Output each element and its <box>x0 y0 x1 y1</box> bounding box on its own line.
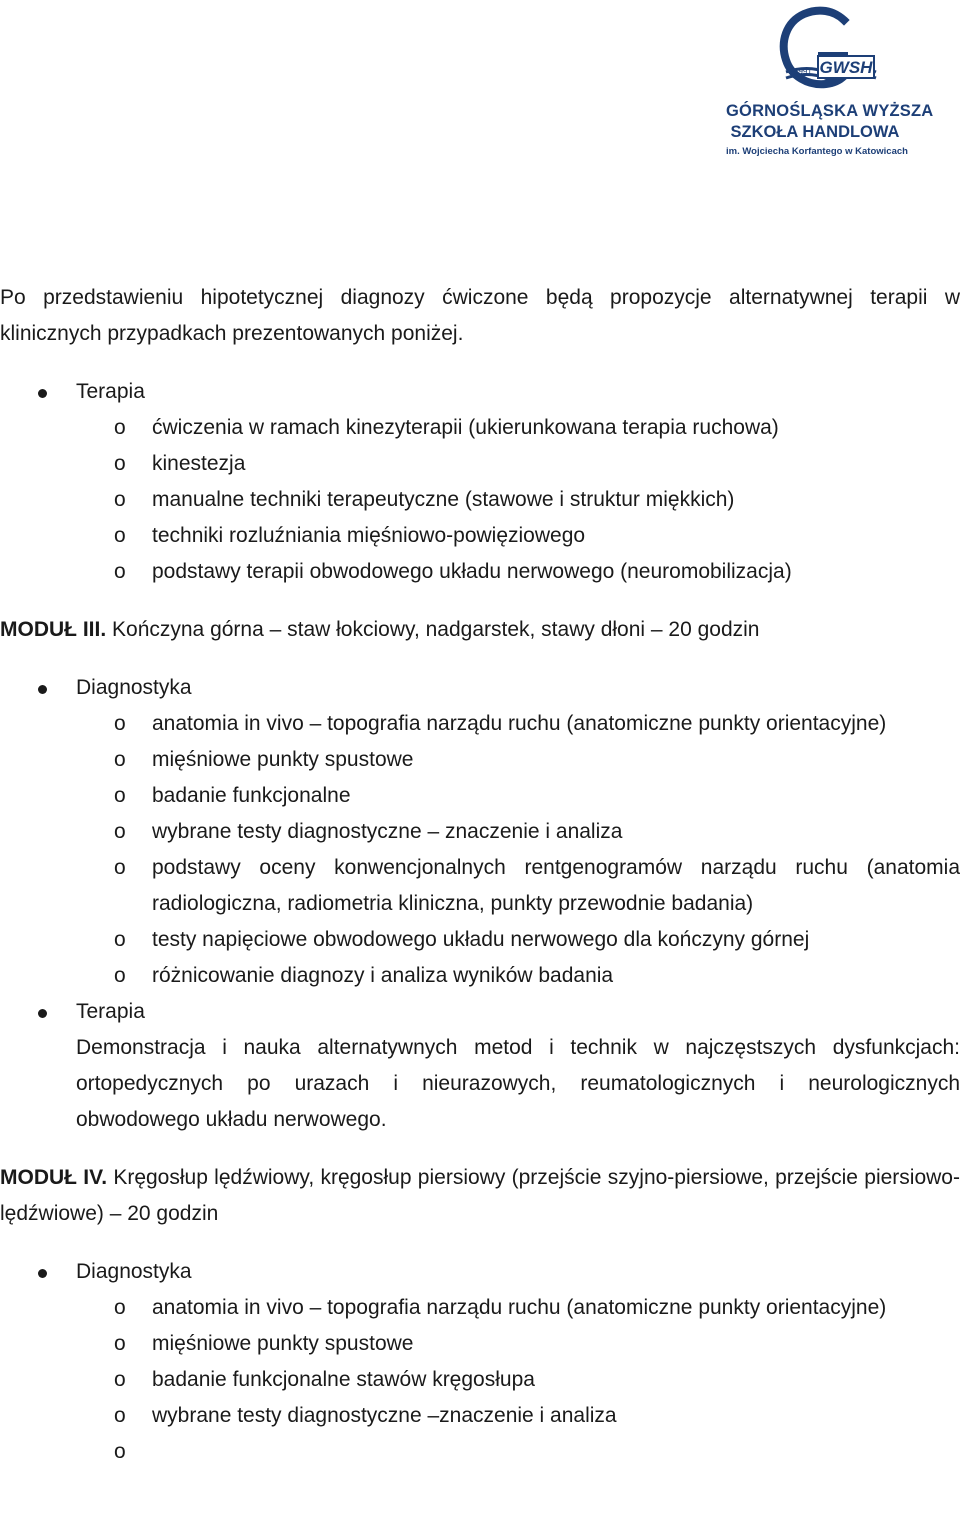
list-item <box>76 1434 960 1470</box>
module-4-label: MODUŁ IV. <box>0 1166 108 1189</box>
list-item: o testy napięciowe obwodowego układu nerwowego dla kończyny górnej <box>76 922 960 958</box>
module-3-list <box>0 670 960 1138</box>
diagnostics-sublist <box>76 1290 960 1470</box>
diagnostics-sublist <box>76 706 960 994</box>
module-3-label: MODUŁ III. <box>0 618 107 641</box>
document-body <box>0 280 960 1470</box>
logo-year: 1991 <box>794 67 812 76</box>
module-4-title: MODUŁ IV. Kręgosłup lędźwiowy, kręgosłup piersiowy (przejście szyjno-piersiowe, przejście piersiowo-lędźwiowe) – 20 godzin <box>0 1166 960 1225</box>
logo-name-line2: SZKOŁA HANDLOWA <box>730 123 900 141</box>
list-item: o anatomia in vivo – topografia narządu ruchu (anatomiczne punkty orientacyjne) <box>76 1290 960 1326</box>
therapy-sublist <box>76 410 960 590</box>
module-4-list <box>0 1254 960 1470</box>
list-item: o mięśniowe punkty spustowe <box>76 742 960 778</box>
list-item: o ćwiczenia w ramach kinezyterapii (ukierunkowana terapia ruchowa) <box>76 410 960 446</box>
logo-abbr: GWSH <box>819 58 873 77</box>
therapy-list <box>0 374 960 590</box>
therapy-heading: Terapia o ćwiczenia w ramach kinezyterapii (ukierunkowana terapia ruchowa) o kinestezja o manualne techniki terapeutyczne (stawowe i struktur miękkich) o techniki rozluźniania mięśniowo-powięziowego o podstawy terapii obwodowego układu nerwowego (neuromobilizacja) <box>0 374 960 590</box>
university-logo <box>726 6 934 157</box>
list-item: o badanie funkcjonalne stawów kręgosłupa <box>76 1362 960 1398</box>
logo-name-line3: im. Wojciecha Korfantego w Katowicach <box>726 146 908 157</box>
list-item: o manualne techniki terapeutyczne (stawowe i struktur miękkich) <box>76 482 960 518</box>
list-item: o mięśniowe punkty spustowe <box>76 1326 960 1362</box>
therapy-description: Demonstracja i nauka alternatywnych metod i technik w najczęstszych dysfunkcjach: ortopedycznych po urazach i nieurazowych, reumatologicznych i neurologicznych obwodowego układu nerwowego. <box>76 1036 960 1131</box>
diagnostics-heading: Diagnostyka o anatomia in vivo – topografia narządu ruchu (anatomiczne punkty orientacyjne) o mięśniowe punkty spustowe o badanie funkcjonalne stawów kręgosłupa o wybrane testy diagnostyczne –znaczenie i analiza o <box>0 1254 960 1470</box>
list-item: o podstawy oceny konwencjonalnych rentgenogramów narządu ruchu (anatomia radiologiczna, radiometria kliniczna, punkty przewodnie badania) <box>76 850 960 922</box>
diagnostics-heading: Diagnostyka o anatomia in vivo – topografia narządu ruchu (anatomiczne punkty orientacyjne) o mięśniowe punkty spustowe o badanie funkcjonalne o wybrane testy diagnostyczne – znaczenie i analiza o podstawy oceny konwencjonalnych rentgenogramów narządu ruchu (anatomia radiologiczna, radiometria kliniczna, punkty przewodnie badania) o testy napięciowe obwodowego układu nerwowego dla kończyny górnej o różnicowanie diagnozy i analiza wyników badania <box>0 670 960 994</box>
therapy-heading: Terapia Demonstracja i nauka alternatywnych metod i technik w najczęstszych dysfunkcjach: ortopedycznych po urazach i nieurazowych, reumatologicznych i neurologicznych obwodowego układu nerwowego. <box>0 994 960 1138</box>
logo-emblem-icon <box>726 6 904 98</box>
intro-paragraph: Po przedstawieniu hipotetycznej diagnozy ćwiczone będą propozycje alternatywnej terapii w klinicznych przypadkach prezentowanych poniżej. <box>0 286 960 345</box>
list-item: o badanie funkcjonalne <box>76 778 960 814</box>
list-item: o techniki rozluźniania mięśniowo-powięziowego <box>76 518 960 554</box>
list-item: o wybrane testy diagnostyczne – znaczenie i analiza <box>76 814 960 850</box>
module-3-title: MODUŁ III. Kończyna górna – staw łokciowy, nadgarstek, stawy dłoni – 20 godzin <box>0 618 760 641</box>
logo-name-line1: GÓRNOŚLĄSKA WYŻSZA <box>726 102 934 120</box>
list-item: o różnicowanie diagnozy i analiza wyników badania <box>76 958 960 994</box>
list-item: o wybrane testy diagnostyczne –znaczenie i analiza <box>76 1398 960 1434</box>
list-item: o podstawy terapii obwodowego układu nerwowego (neuromobilizacja) <box>76 554 960 590</box>
list-item: o kinestezja <box>76 446 960 482</box>
list-item: o anatomia in vivo – topografia narządu ruchu (anatomiczne punkty orientacyjne) <box>76 706 960 742</box>
